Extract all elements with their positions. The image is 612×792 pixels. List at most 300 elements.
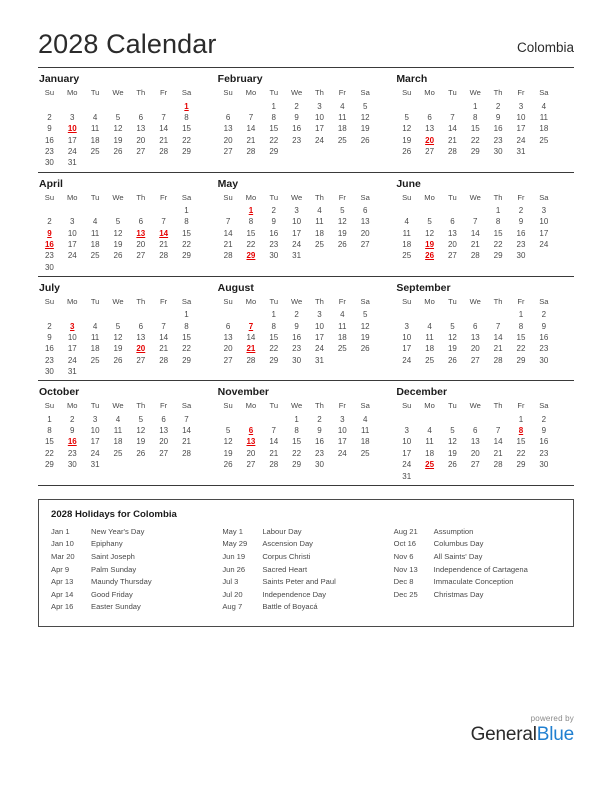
weekday-header-sa: Sa: [181, 88, 192, 98]
day-cell: 9: [47, 333, 52, 342]
holiday-date: Jul 20: [222, 589, 243, 599]
month-block-january: [38, 72, 217, 168]
day-cell: 14: [493, 437, 503, 447]
day-cell: 25: [90, 355, 100, 365]
day-cell-empty: [395, 309, 418, 320]
day-cell: 20: [360, 228, 370, 238]
day-cell: 29: [516, 355, 526, 365]
day-cell: 25: [337, 135, 347, 145]
day-cell: 19: [360, 124, 370, 134]
day-cell: 28: [159, 251, 169, 261]
day-cell-empty: [308, 250, 331, 261]
day-cell: 3: [340, 414, 345, 424]
week-row: [395, 459, 555, 470]
day-cell-empty: [532, 250, 555, 261]
day-cell: 27: [470, 460, 480, 470]
day-cell-holiday: 1: [248, 205, 254, 215]
holiday-list-item: [49, 576, 220, 589]
day-cell: 18: [90, 344, 100, 354]
holiday-name: Sacred Heart: [262, 564, 308, 574]
day-cell: 1: [518, 310, 524, 320]
month-day-grid: [217, 401, 377, 470]
day-cell-empty: [175, 157, 198, 168]
day-cell-empty: [129, 366, 152, 377]
day-cell-holiday: 16: [44, 240, 54, 250]
weekday-header-row: [217, 193, 377, 205]
week-row: [217, 227, 377, 238]
day-cell-empty: [61, 205, 84, 216]
day-cell: 23: [67, 448, 77, 458]
holiday-list-columns: [49, 526, 563, 614]
day-cell: 7: [473, 217, 478, 227]
week-row: [395, 216, 555, 227]
day-cell: 7: [450, 112, 455, 122]
day-cell-empty: [441, 309, 464, 320]
day-cell-empty: [61, 100, 84, 111]
day-cell: 27: [159, 448, 169, 458]
day-cell: 4: [317, 205, 322, 215]
day-cell: 12: [402, 124, 412, 134]
day-cell: 22: [182, 344, 191, 354]
day-cell: 15: [516, 333, 526, 342]
day-cell-empty: [331, 355, 354, 366]
day-cell: 6: [138, 112, 144, 122]
day-cell: 7: [495, 321, 501, 331]
day-cell: 13: [223, 124, 233, 134]
day-cell-empty: [38, 309, 61, 320]
weekday-header-tu: Tu: [90, 401, 100, 411]
day-cell: 9: [294, 112, 299, 122]
weekday-header-fr: Fr: [517, 192, 525, 202]
day-cell: 26: [113, 355, 123, 365]
holiday-name: Immaculate Conception: [433, 577, 514, 587]
week-row: [395, 112, 555, 123]
day-cell: 6: [362, 205, 368, 215]
month-day-grid: [395, 297, 555, 366]
day-cell-holiday: 10: [67, 124, 77, 134]
weekday-header-mo: Mo: [245, 88, 257, 98]
day-cell: 22: [493, 240, 503, 250]
day-cell: 11: [425, 437, 434, 447]
day-cell: 9: [47, 124, 52, 134]
holiday-name: Labour Day: [262, 526, 302, 536]
weekday-header-we: We: [469, 88, 481, 98]
day-cell: 17: [67, 344, 77, 354]
day-cell-empty: [487, 413, 510, 424]
day-cell: 13: [159, 425, 169, 435]
day-cell: 29: [516, 460, 526, 470]
holiday-list-item: [49, 538, 220, 551]
day-cell: 13: [223, 333, 233, 342]
day-cell-empty: [61, 309, 84, 320]
holiday-list-item: [49, 589, 220, 602]
day-cell: 2: [294, 101, 299, 111]
day-cell-empty: [107, 205, 130, 216]
weekday-header-we: We: [112, 297, 124, 307]
logo-text-general: General: [470, 724, 537, 745]
holiday-list-item: [49, 601, 220, 614]
holiday-date: Dec 8: [393, 577, 414, 587]
day-cell: 22: [182, 135, 191, 145]
day-cell: 22: [44, 448, 54, 458]
weekday-header-fr: Fr: [160, 401, 168, 411]
day-cell: 2: [271, 205, 276, 215]
weekday-header-fr: Fr: [517, 297, 525, 307]
holiday-name: Independence Day: [262, 589, 327, 599]
month-block-july: [38, 281, 217, 377]
day-cell: 21: [470, 240, 480, 250]
day-cell: 20: [136, 135, 146, 145]
day-cell: 15: [493, 228, 503, 238]
holiday-date: Aug 21: [393, 526, 418, 536]
weekday-header-sa: Sa: [539, 192, 549, 202]
day-cell: 24: [315, 135, 324, 145]
day-cell: 14: [159, 124, 169, 134]
day-cell: 9: [317, 425, 322, 435]
day-cell-empty: [418, 309, 441, 320]
week-row: [395, 100, 555, 111]
day-cell-empty: [61, 262, 84, 273]
month-block-april: [38, 177, 217, 273]
day-cell: 18: [425, 448, 435, 458]
holiday-name: Columbus Day: [433, 539, 484, 549]
day-cell: 25: [539, 135, 549, 145]
weekday-header-fr: Fr: [517, 401, 525, 411]
weekday-header-th: Th: [136, 192, 146, 202]
day-cell: 24: [67, 147, 77, 157]
day-cell-empty: [129, 100, 152, 111]
day-cell: 11: [90, 228, 100, 238]
day-cell: 17: [402, 448, 412, 458]
day-cell: 2: [518, 205, 524, 215]
day-cell: 17: [90, 437, 100, 447]
day-cell: 16: [539, 437, 549, 447]
day-cell-empty: [240, 413, 263, 424]
day-cell: 29: [470, 147, 480, 157]
day-cell-empty: [418, 205, 441, 216]
day-cell: 19: [447, 448, 457, 458]
day-cell: 15: [516, 437, 526, 447]
week-row: [38, 262, 198, 273]
day-cell-empty: [217, 205, 240, 216]
holiday-date: Dec 25: [393, 589, 418, 599]
day-cell: 11: [90, 124, 100, 134]
day-cell: 17: [315, 124, 324, 134]
weekday-header-su: Su: [223, 88, 233, 98]
day-cell-empty: [84, 309, 107, 320]
day-cell: 5: [362, 310, 368, 320]
day-cell: 28: [223, 251, 233, 261]
holiday-name: Epiphany: [91, 539, 123, 549]
week-row: [395, 205, 555, 216]
day-cell: 7: [248, 112, 254, 122]
day-cell: 18: [90, 135, 100, 145]
day-cell: 28: [246, 355, 256, 365]
logo-text-blue: Blue: [536, 724, 574, 745]
day-cell: 26: [447, 355, 457, 365]
week-row: [217, 216, 377, 227]
holiday-list-item: [220, 564, 391, 577]
weekday-header-th: Th: [136, 88, 146, 98]
day-cell: 29: [269, 355, 279, 365]
month-name: April: [39, 177, 63, 190]
day-cell: 27: [425, 147, 435, 157]
country-label: Colombia: [516, 40, 574, 56]
holiday-list-box: [38, 499, 574, 627]
day-cell: 12: [447, 333, 457, 342]
day-cell: 14: [269, 437, 279, 447]
day-cell: 11: [425, 333, 434, 342]
holiday-name: Palm Sunday: [91, 564, 137, 574]
day-cell-empty: [441, 100, 464, 111]
day-cell: 18: [90, 240, 100, 250]
day-cell: 1: [271, 310, 276, 320]
day-cell: 3: [317, 310, 322, 320]
holiday-list-item: [392, 576, 563, 589]
day-cell: 29: [292, 460, 302, 470]
month-row: [38, 276, 574, 380]
weekday-header-mo: Mo: [245, 192, 257, 202]
week-row: [217, 250, 377, 261]
holiday-date: Oct 16: [393, 539, 417, 549]
holiday-date: Apr 13: [51, 577, 74, 587]
day-cell: 28: [159, 147, 169, 157]
day-cell: 1: [184, 310, 189, 320]
weekday-header-su: Su: [402, 88, 412, 98]
holiday-name: All Saints' Day: [433, 551, 483, 561]
month-grid-container: [38, 67, 574, 485]
day-cell: 20: [246, 448, 256, 458]
day-cell: 3: [404, 425, 409, 435]
day-cell: 4: [427, 321, 432, 331]
day-cell: 12: [223, 437, 233, 447]
day-cell: 19: [360, 333, 370, 342]
day-cell: 3: [541, 205, 547, 215]
day-cell: 10: [292, 217, 302, 227]
day-cell-empty: [418, 413, 441, 424]
day-cell-empty: [84, 157, 107, 168]
weekday-header-sa: Sa: [360, 88, 370, 98]
week-row: [38, 100, 198, 111]
day-cell: 29: [493, 251, 503, 261]
day-cell-empty: [129, 157, 152, 168]
day-cell: 10: [90, 425, 100, 435]
day-cell: 9: [294, 321, 299, 331]
day-cell: 4: [340, 101, 345, 111]
day-cell: 30: [44, 158, 54, 168]
day-cell: 25: [402, 251, 412, 261]
weekday-header-su: Su: [402, 401, 412, 411]
day-cell: 4: [340, 310, 345, 320]
day-cell: 1: [518, 414, 524, 424]
holiday-list-item: [392, 564, 563, 577]
day-cell-holiday: 20: [136, 344, 146, 354]
weekday-header-we: We: [112, 192, 124, 202]
weekday-header-su: Su: [402, 297, 412, 307]
weekday-header-we: We: [290, 401, 303, 411]
weekday-header-sa: Sa: [539, 88, 549, 98]
holiday-list-item: [220, 551, 391, 564]
month-name: January: [39, 73, 80, 86]
day-cell: 9: [518, 217, 524, 227]
week-row: [38, 343, 198, 354]
day-cell: 16: [44, 344, 54, 354]
day-cell: 27: [246, 460, 256, 470]
month-row: [38, 172, 574, 276]
day-cell: 20: [447, 240, 457, 250]
day-cell: 17: [402, 344, 412, 354]
week-row: [217, 146, 377, 157]
day-cell: 19: [136, 437, 146, 447]
day-cell: 22: [269, 344, 279, 354]
day-cell: 29: [44, 460, 54, 470]
weekday-header-su: Su: [223, 401, 233, 411]
month-block-february: [217, 72, 396, 168]
day-cell-empty: [217, 413, 240, 424]
day-cell: 15: [269, 124, 279, 134]
day-cell-empty: [532, 146, 555, 157]
weekday-header-mo: Mo: [424, 88, 435, 98]
day-cell: 12: [113, 228, 123, 238]
holiday-list-item: [392, 589, 563, 602]
day-cell-empty: [240, 100, 263, 111]
weekday-header-th: Th: [136, 401, 146, 411]
week-row: [395, 146, 555, 157]
day-cell: 21: [493, 448, 503, 458]
week-row: [38, 123, 198, 134]
day-cell: 12: [360, 112, 370, 122]
day-cell: 15: [269, 333, 279, 342]
day-cell: 27: [360, 240, 370, 250]
day-cell-holiday: 20: [425, 135, 435, 145]
month-block-march: [395, 72, 574, 168]
day-cell: 14: [493, 333, 503, 342]
weekday-header-tu: Tu: [90, 297, 100, 307]
day-cell: 11: [90, 333, 100, 342]
month-day-grid: [217, 297, 377, 366]
day-cell: 27: [223, 355, 233, 365]
day-cell: 11: [338, 112, 347, 122]
day-cell-empty: [395, 413, 418, 424]
day-cell: 30: [539, 355, 549, 365]
day-cell: 23: [292, 135, 302, 145]
day-cell-empty: [107, 309, 130, 320]
holiday-name: Battle of Boyacá: [262, 602, 318, 612]
weekday-header-fr: Fr: [338, 297, 346, 307]
holiday-name: Saint Joseph: [91, 551, 135, 561]
day-cell: 28: [182, 448, 191, 458]
week-row: [395, 227, 555, 238]
holiday-column-2: [220, 526, 391, 614]
week-row: [395, 425, 555, 436]
day-cell-empty: [441, 470, 464, 481]
day-cell-empty: [84, 100, 107, 111]
day-cell-empty: [152, 309, 175, 320]
weekday-header-th: Th: [315, 401, 324, 411]
day-cell: 4: [92, 217, 98, 227]
day-cell: 21: [182, 437, 191, 447]
day-cell: 20: [470, 344, 480, 354]
day-cell: 8: [495, 217, 501, 227]
day-cell-empty: [354, 250, 377, 261]
day-cell: 5: [225, 425, 231, 435]
day-cell-empty: [152, 459, 175, 470]
week-row: [217, 112, 377, 123]
day-cell: 29: [269, 147, 279, 157]
day-cell-empty: [354, 459, 377, 470]
day-cell: 28: [246, 147, 256, 157]
week-row: [38, 448, 198, 459]
day-cell: 19: [113, 344, 123, 354]
page-header: [38, 0, 574, 67]
week-row: [38, 425, 198, 436]
day-cell: 30: [493, 147, 503, 157]
day-cell: 22: [516, 448, 526, 458]
day-cell: 16: [44, 135, 54, 145]
holiday-date: Nov 6: [393, 551, 414, 561]
day-cell: 27: [470, 355, 480, 365]
week-row: [38, 366, 198, 377]
week-row: [395, 123, 555, 134]
month-day-grid: [38, 297, 198, 377]
day-cell: 28: [493, 460, 503, 470]
holiday-date: Jan 10: [51, 539, 74, 549]
holiday-name: Ascension Day: [262, 539, 313, 549]
day-cell: 12: [136, 425, 146, 435]
day-cell: 22: [246, 240, 256, 250]
day-cell: 5: [427, 217, 432, 227]
day-cell: 26: [402, 147, 412, 157]
holiday-date: May 29: [222, 539, 248, 549]
day-cell: 10: [67, 333, 77, 342]
day-cell: 6: [473, 321, 478, 331]
day-cell: 9: [70, 425, 75, 435]
month-day-grid: [38, 88, 198, 168]
weekday-header-sa: Sa: [181, 297, 192, 307]
weekday-header-we: We: [290, 297, 303, 307]
day-cell-empty: [331, 250, 354, 261]
weekday-header-mo: Mo: [66, 401, 78, 411]
day-cell: 17: [516, 124, 526, 134]
day-cell: 2: [541, 310, 547, 320]
week-row: [38, 436, 198, 447]
day-cell-holiday: 14: [159, 228, 169, 238]
day-cell: 21: [159, 344, 169, 354]
day-cell: 2: [47, 217, 52, 227]
weekday-header-we: We: [290, 192, 303, 202]
weekday-header-th: Th: [493, 297, 503, 307]
day-cell: 23: [315, 448, 324, 458]
day-cell: 21: [246, 135, 256, 145]
holiday-name: Saints Peter and Paul: [262, 577, 336, 587]
day-cell-empty: [38, 100, 61, 111]
day-cell: 5: [138, 414, 144, 424]
day-cell: 10: [67, 228, 77, 238]
day-cell: 11: [113, 425, 123, 435]
week-row: [38, 205, 198, 216]
week-row: [38, 112, 198, 123]
day-cell-holiday: 9: [47, 228, 52, 238]
day-cell: 3: [317, 101, 322, 111]
month-name: February: [217, 73, 263, 86]
holiday-list-item: [392, 526, 563, 539]
holiday-name: Corpus Christi: [262, 551, 311, 561]
day-cell: 1: [495, 205, 501, 215]
weekday-header-tu: Tu: [269, 401, 279, 411]
day-cell: 18: [539, 124, 549, 134]
weekday-header-th: Th: [493, 401, 503, 411]
day-cell: 10: [516, 112, 526, 122]
